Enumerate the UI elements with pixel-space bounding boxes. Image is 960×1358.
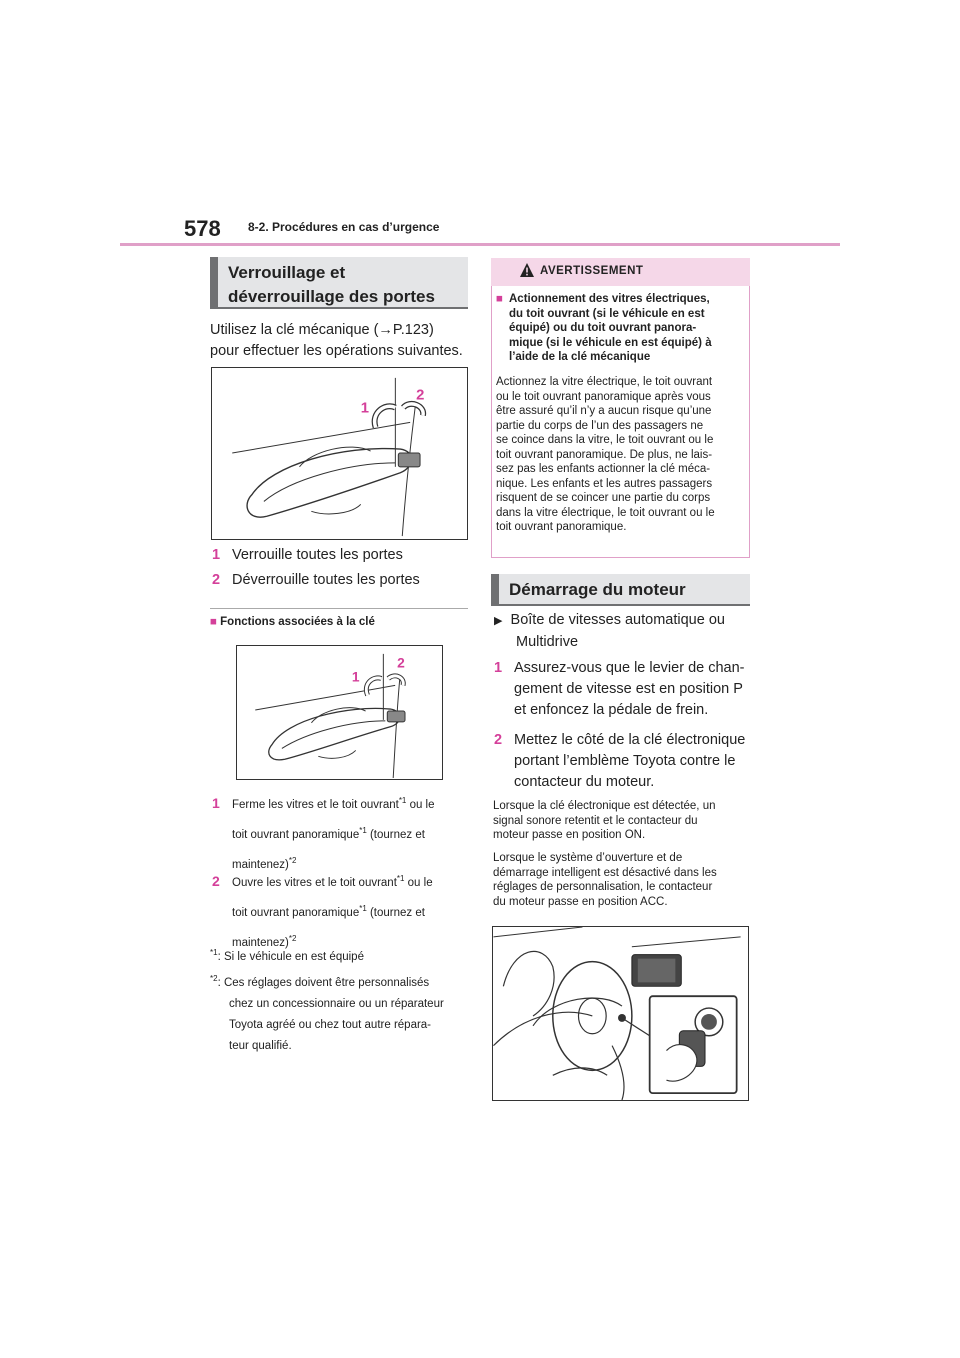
key-step-1-sup1a: *1 xyxy=(398,796,407,805)
heading-engine-start-text: Démarrage du moteur xyxy=(509,580,686,599)
subheading-text: Fonctions associées à la clé xyxy=(220,616,375,628)
warning-text-line-2: ou le toit ouvrant panoramique après vous xyxy=(496,390,711,403)
square-bullet-icon: ■ xyxy=(210,616,217,628)
footnote-2-line-1: : Ces réglages doivent être personnalisés xyxy=(217,976,430,989)
engine-step-1-line-3: et enfoncez la pédale de frein. xyxy=(514,702,709,718)
warning-text-line-3: être assuré qu’il n’y a aucun risque qu’une xyxy=(496,405,712,417)
footnote-1 xyxy=(210,942,472,968)
engine-step-2 xyxy=(494,730,756,793)
key-step-1-l1b: ou le xyxy=(406,798,435,811)
fig1-label-2: 2 xyxy=(416,387,425,404)
transmission-line-1: Boîte de vitesses automatique ou xyxy=(510,612,725,628)
engine-step-1 xyxy=(494,658,756,721)
warning-bold-line-4: mique (si le véhicule en est équipé) à xyxy=(509,336,712,349)
fig2-label-1: 1 xyxy=(351,669,360,685)
footnote-2 xyxy=(210,968,472,1057)
door-handle-illustration xyxy=(212,368,467,539)
transmission-line-2: Multidrive xyxy=(516,634,579,650)
triangle-bullet-icon: ▶ xyxy=(494,615,503,627)
divider xyxy=(210,608,468,609)
footnote-2-line-3: Toyota agréé ou chez tout autre répara- xyxy=(229,1018,432,1031)
step-unlock xyxy=(212,570,420,591)
key-function-illustration xyxy=(237,646,442,779)
key-step-1-l3: maintenez) xyxy=(232,858,289,871)
engine-para-2 xyxy=(493,851,755,909)
warning-bold-line-5: l’aide de la clé mécanique xyxy=(509,351,651,363)
step-lock xyxy=(212,545,403,566)
engine-para-2-line-2: démarrage intelligent est désactivé dans les xyxy=(493,866,717,879)
step-unlock-text: Déverrouille toutes les portes xyxy=(232,572,420,588)
engine-start-figure xyxy=(492,926,749,1101)
key-step-2-l1a: Ouvre les vitres et le toit ouvrant xyxy=(232,876,397,889)
warning-text-line-11: toit ouvrant panoramique. xyxy=(496,521,627,533)
key-step-2-l2b: (tournez et xyxy=(366,906,425,919)
warning-text-line-10: dans la vitre électrique, le toit ouvrant ou le xyxy=(496,506,715,519)
header-rule xyxy=(120,243,840,246)
heading-doors-text: Verrouillage et déverrouillage des portes xyxy=(228,263,435,306)
engine-step-2-line-2: portant l’emblème Toyota contre le xyxy=(514,753,736,769)
door-handle-figure xyxy=(211,367,468,540)
key-step-2-l3: maintenez) xyxy=(232,936,289,949)
engine-step-2-num: 2 xyxy=(494,732,503,748)
warning-text-line-6: toit ouvrant panoramique. De plus, ne lais- xyxy=(496,448,713,461)
warning-text-line-8: nique. Les enfants et les autres passagers xyxy=(496,477,713,490)
key-function-figure xyxy=(236,645,443,780)
intro-line-1: Utilisez la clé mécanique (→P.123) xyxy=(210,322,434,338)
engine-step-2-line-3: contacteur du moteur. xyxy=(514,774,655,790)
key-step-1-sup2: *2 xyxy=(288,855,297,865)
key-step-2-sup2: *2 xyxy=(288,933,297,943)
square-bullet-icon: ■ xyxy=(496,293,503,305)
intro-line-2: pour effectuer les opérations suivantes. xyxy=(210,343,463,359)
key-step-1 xyxy=(212,788,472,877)
key-step-2-sup1b: *1 xyxy=(359,903,367,913)
fig2-label-2: 2 xyxy=(397,655,405,671)
key-step-2-l2a: toit ouvrant panoramique xyxy=(232,906,360,919)
step-unlock-num: 2 xyxy=(212,572,221,588)
engine-step-1-line-2: gement de vitesse est en position P xyxy=(514,681,743,697)
warning-text-line-7: sez pas les enfants actionner la clé méca- xyxy=(496,463,711,475)
key-step-1-l1a: Ferme les vitres et le toit ouvrant xyxy=(232,798,399,811)
step-lock-num: 1 xyxy=(212,547,221,563)
footnote-2-line-2: chez un concessionnaire ou un réparateur xyxy=(229,997,444,1010)
footnote-2-line-4: teur qualifié. xyxy=(229,1039,292,1052)
section-title: 8-2. Procédures en cas d’urgence xyxy=(248,220,440,234)
engine-para-2-line-4: du moteur passe en position ACC. xyxy=(493,895,668,908)
key-step-2-num: 2 xyxy=(212,872,220,889)
page-number: 578 xyxy=(184,216,221,241)
heading-doors xyxy=(210,257,468,307)
footnotes xyxy=(210,942,472,1057)
step-lock-text: Verrouille toutes les portes xyxy=(232,547,403,563)
warning-text-line-9: risquent de se coincer une partie du corps xyxy=(496,492,711,504)
warning-text-line-1: Actionnez la vitre électrique, le toit ouvrant xyxy=(496,376,713,388)
fig1-label-1: 1 xyxy=(360,400,370,417)
transmission-bullet xyxy=(494,610,754,653)
warning-bold-line-2: du toit ouvrant (si le véhicule en est xyxy=(509,307,705,320)
heading-engine-start xyxy=(491,574,750,604)
engine-para-1-line-2: signal sonore retentit et le contacteur du xyxy=(493,814,698,827)
footnote-2-mark: *2 xyxy=(210,973,218,983)
engine-para-1-line-1: Lorsque la clé électronique est détectée, un xyxy=(493,800,716,812)
warning-title: AVERTISSEMENT xyxy=(540,265,644,277)
key-step-1-l2b: (tournez et xyxy=(366,828,425,841)
key-step-2-sup1a: *1 xyxy=(396,874,405,883)
warning-bold-line-3: équipé) ou du toit ouvrant panora- xyxy=(509,322,697,334)
engine-para-1-line-3: moteur passe en position ON. xyxy=(493,829,646,841)
warning-bold-line-1: Actionnement des vitres électriques, xyxy=(509,293,710,305)
warning-text xyxy=(496,375,744,535)
warning-bold-heading xyxy=(496,292,744,365)
warning-text-line-4: partie du corps de l’un des passagers ne xyxy=(496,419,704,432)
key-step-1-l2a: toit ouvrant panoramique xyxy=(232,828,360,841)
warning-text-line-5: se coince dans la vitre, le toit ouvrant ou le xyxy=(496,434,714,446)
key-step-1-sup1b: *1 xyxy=(359,825,367,835)
key-step-1-num: 1 xyxy=(212,794,220,811)
key-step-2-l1b: ou le xyxy=(404,876,433,889)
engine-para-1 xyxy=(493,799,755,843)
engine-step-1-num: 1 xyxy=(494,660,503,676)
engine-para-2-line-3: réglages de personnalisation, le contacteur xyxy=(493,881,713,893)
footnote-1-mark: *1 xyxy=(210,948,218,957)
footnote-1-text: : Si le véhicule en est équipé xyxy=(217,950,364,963)
engine-start-illustration xyxy=(493,927,748,1100)
engine-step-2-line-1: Mettez le côté de la clé électronique xyxy=(514,732,746,748)
engine-para-2-line-1: Lorsque le système d’ouverture et de xyxy=(493,852,683,864)
subheading-key-functions xyxy=(210,616,375,628)
warning-triangle-icon xyxy=(519,262,535,278)
engine-step-1-line-1: Assurez-vous que le levier de chan- xyxy=(514,660,745,676)
intro-text xyxy=(210,320,470,362)
